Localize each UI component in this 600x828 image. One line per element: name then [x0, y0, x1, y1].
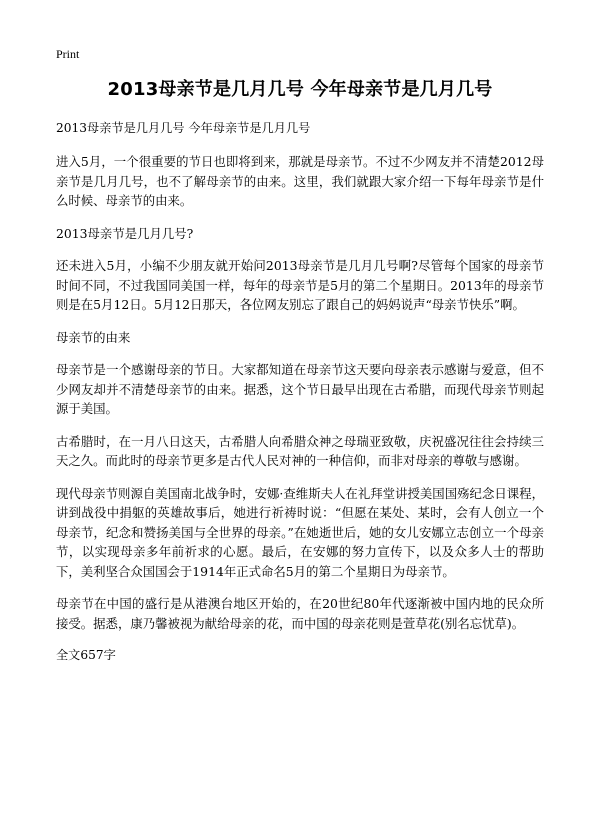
- paragraph-intro: 进入5月，一个很重要的节日也即将到来，那就是母亲节。不过不少网友并不清楚2012母亲节是几月几号，也不了解母亲节的由来。这里，我们就跟大家介绍一下每年母亲节是什么时候、母亲节的由来。: [56, 154, 544, 208]
- word-count: 全文657字: [56, 648, 116, 662]
- page-title: 2013母亲节是几月几号 今年母亲节是几月几号: [107, 79, 493, 100]
- paragraph-date: 还未进入5月，小编不少朋友就开始问2013母亲节是几月几号啊?尽管每个国家的母亲节时间不同，不过我国同美国一样，每年的母亲节是5月的第二个星期日。2013年的母亲节则是在5月12日。5月12日那天，各位网友别忘了跟自己的妈妈说声“母亲节快乐”啊。: [56, 258, 544, 312]
- section-heading-origin: 母亲节的由来: [56, 329, 131, 345]
- print-link[interactable]: Print: [56, 47, 80, 61]
- paragraph-greece: 古希腊时，在一月八日这天，古希腊人向希腊众神之母瑞亚致敬，庆祝盛况往往会持续三天之久。而此时的母亲节更多是古代人民对神的一种信仰，而非对母亲的尊敬与感谢。: [56, 433, 544, 468]
- article-subtitle: 2013母亲节是几月几号 今年母亲节是几月几号: [56, 121, 311, 135]
- paragraph-china: 母亲节在中国的盛行是从港澳台地区开始的，在20世纪80年代逐渐被中国内地的民众所接受。据悉，康乃馨被视为献给母亲的花，而中国的母亲花则是萱草花(别名忘忧草)。: [56, 596, 544, 631]
- paragraph-origin: 母亲节是一个感谢母亲的节日。大家都知道在母亲节这天要向母亲表示感谢与爱意，但不少网友却并不清楚母亲节的由来。据悉，这个节日最早出现在古希腊，而现代母亲节则起源于美国。: [56, 362, 544, 416]
- section-heading-date: 2013母亲节是几月几号?: [56, 225, 194, 241]
- paragraph-modern: 现代母亲节则源自美国南北战争时，安娜·查维斯夫人在礼拜堂讲授美国国殇纪念日课程，讲到战役中捐躯的英雄故事后，她进行祈祷时说：“但愿在某处、某时，会有人创立一个母亲节，纪念和赞扬美国与全世界的母亲。”在她逝世后，她的女儿安娜立志创立一个母亲节，以实现母亲多年前祈求的心愿。最后，在安娜的努力宣传下，以及众多人士的帮助下，美利坚合众国国会于1914年正式命名5月的第二个星期日为母亲节。: [56, 485, 544, 579]
